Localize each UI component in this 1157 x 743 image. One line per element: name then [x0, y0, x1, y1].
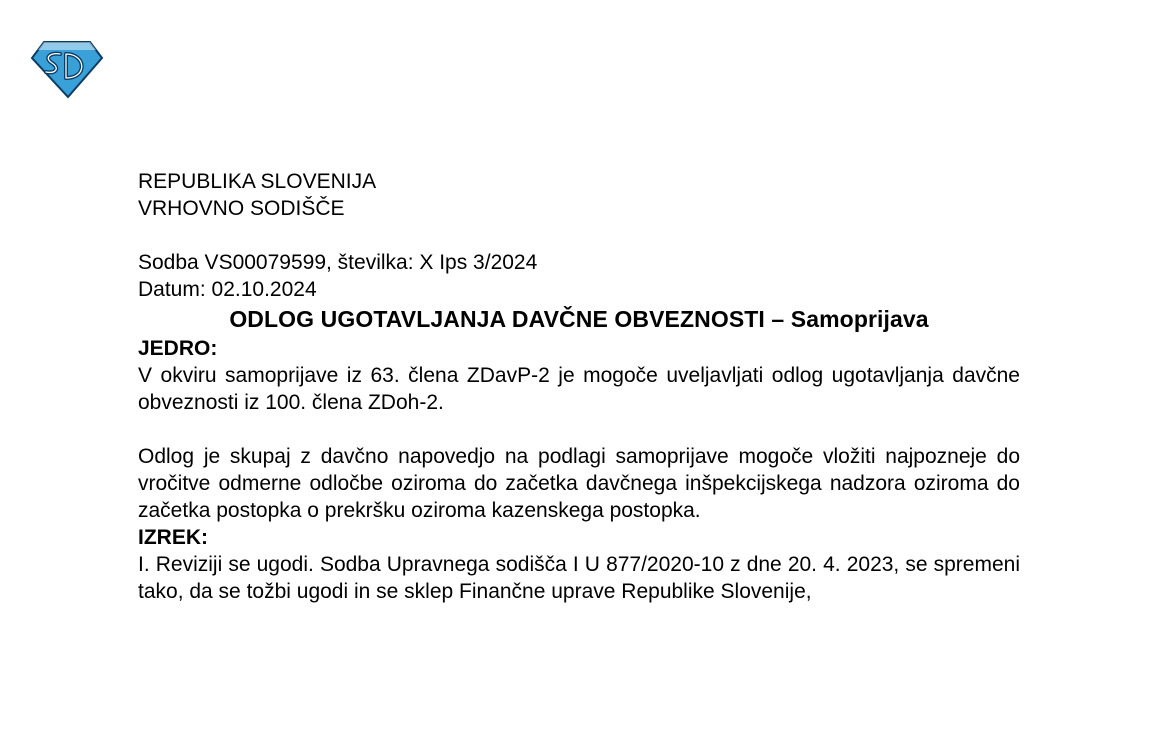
court-name: VRHOVNO SODIŠČE	[138, 197, 345, 220]
document-title: ODLOG UGOTAVLJANJA DAVČNE OBVEZNOSTI – Samoprijava	[229, 306, 929, 332]
case-info	[138, 249, 1020, 303]
jedro-paragraph-2: Odlog je skupaj z davčno napovedjo na podlagi samoprijave mogoče vložiti najpozneje do vročitve odmerne odločbe oziroma do začetka davčnega inšpekcijskega nadzora oziroma do začetka postopka o prekršku oziroma kazenskega postopka.	[138, 445, 1020, 522]
decision-date: Datum: 02.10.2024	[138, 278, 317, 301]
court-emblem-icon	[30, 40, 104, 100]
document-body	[138, 168, 1020, 605]
jedro-paragraph-1: V okviru samoprijave iz 63. člena ZDavP-2 je mogoče uveljavljati odlog ugotavljanja davčne obveznosti iz 100. člena ZDoh-2.	[138, 364, 1020, 414]
case-number: Sodba VS00079599, številka: X Ips 3/2024	[138, 251, 538, 274]
jedro-heading: JEDRO:	[138, 337, 218, 360]
republic-name: REPUBLIKA SLOVENIJA	[138, 170, 377, 193]
izrek-paragraph-1: I. Reviziji se ugodi. Sodba Upravnega sodišča I U 877/2020-10 z dne 20. 4. 2023, se spremeni tako, da se tožbi ugodi in se sklep Finančne uprave Republike Slovenije,	[138, 553, 1020, 603]
court-header	[138, 168, 1020, 222]
izrek-heading: IZREK:	[138, 526, 208, 549]
paragraph-spacer	[138, 416, 1020, 443]
